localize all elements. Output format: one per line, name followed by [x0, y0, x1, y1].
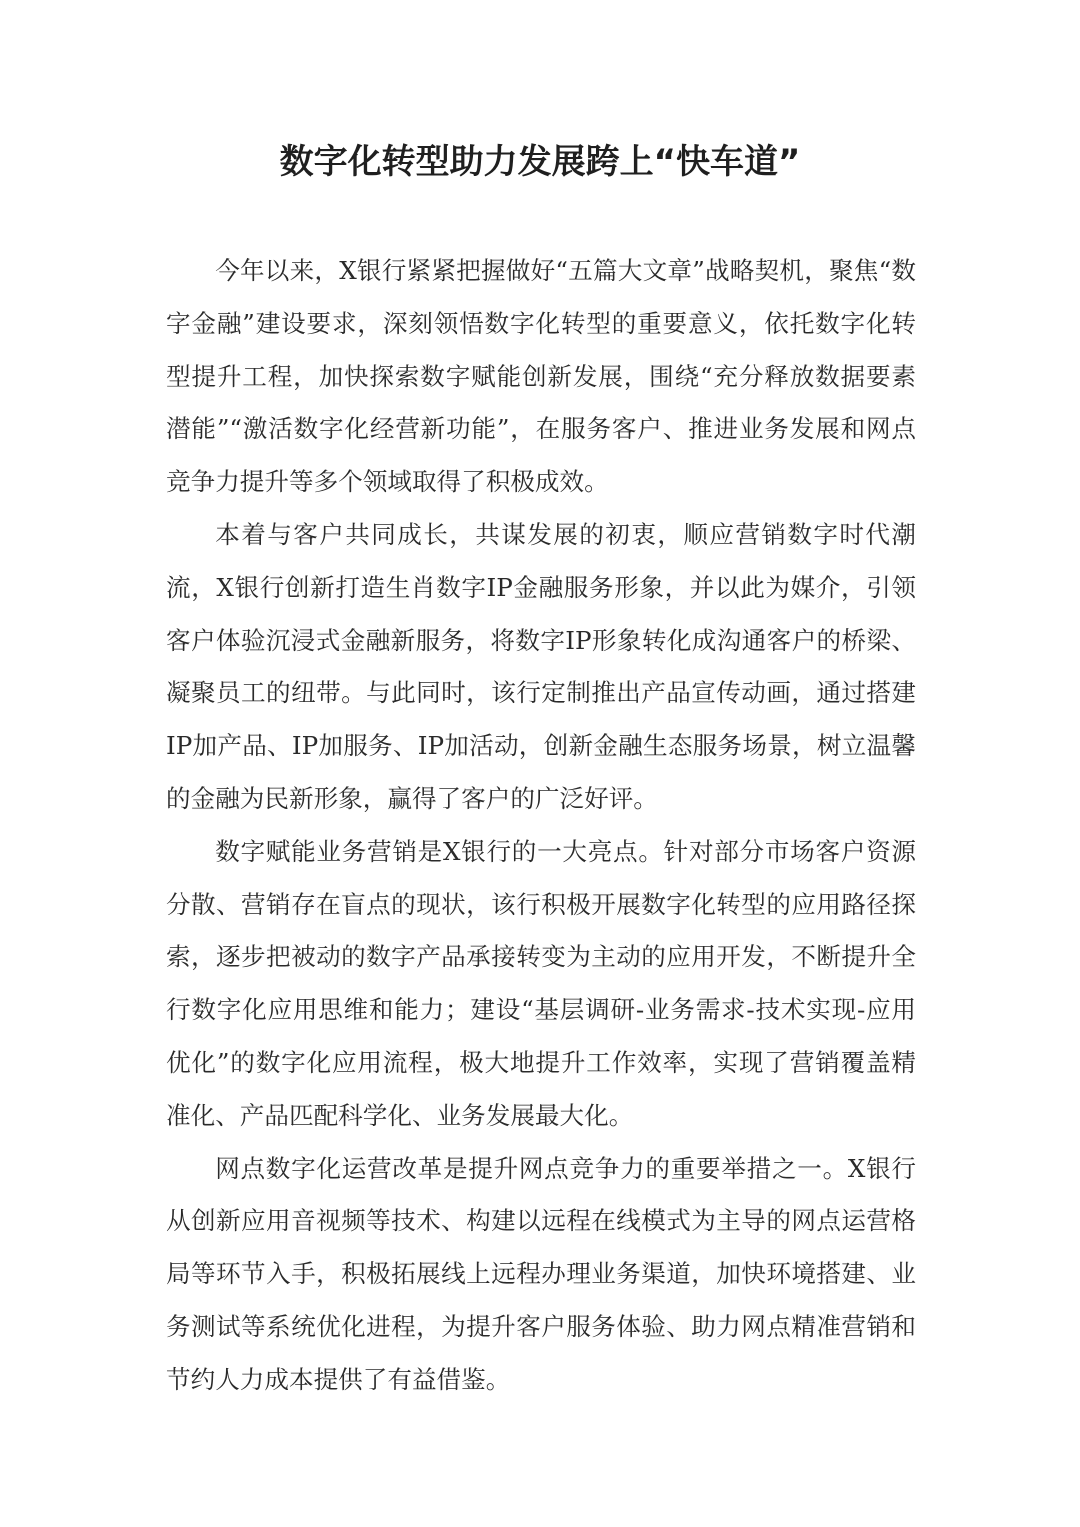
article-title: 数字化转型助力发展跨上“快车道” — [279, 142, 801, 182]
paragraph-4: 网点数字化运营改革是提升网点竞争力的重要举措之一。X银行从创新应用音视频等技术、构建以远程在线模式为主导的网点运营格局等环节入手，积极拓展线上远程办理业务渠道，加快环境搭建、业务测试等系统优化进程，为提升客户服务体验、助力网点精准营销和节约人力成本提供了有益借鉴。 — [166, 1153, 916, 1394]
paragraph-3: 数字赋能业务营销是X银行的一大亮点。针对部分市场客户资源分散、营销存在盲点的现状，该行积极开展数字化转型的应用路径探索，逐步把被动的数字产品承接转变为主动的应用开发，不断提升全行数字化应用思维和能力；建设“基层调研-业务需求-技术实现-应用优化”的数字化应用流程，极大地提升工作效率，实现了营销覆盖精准化、产品匹配科学化、业务发展最大化。 — [166, 836, 916, 1130]
article-body — [166, 245, 916, 1407]
paragraph-2: 本着与客户共同成长，共谋发展的初衷，顺应营销数字时代潮流，X银行创新打造生肖数字IP金融服务形象，并以此为媒介，引领客户体验沉浸式金融新服务，将数字IP形象转化成沟通客户的桥梁、凝聚员工的纽带。与此同时，该行定制推出产品宣传动画，通过搭建IP加产品、IP加服务、IP加活动，创新金融生态服务场景，树立温馨的金融为民新形象，赢得了客户的广泛好评。 — [166, 519, 916, 813]
paragraph-1: 今年以来，X银行紧紧把握做好“五篇大文章”战略契机，聚焦“数字金融”建设要求，深刻领悟数字化转型的重要意义，依托数字化转型提升工程，加快探索数字赋能创新发展，围绕“充分释放数据要素潜能”“激活数字化经营新功能”，在服务客户、推进业务发展和网点竞争力提升等多个领域取得了积极成效。 — [166, 256, 916, 497]
